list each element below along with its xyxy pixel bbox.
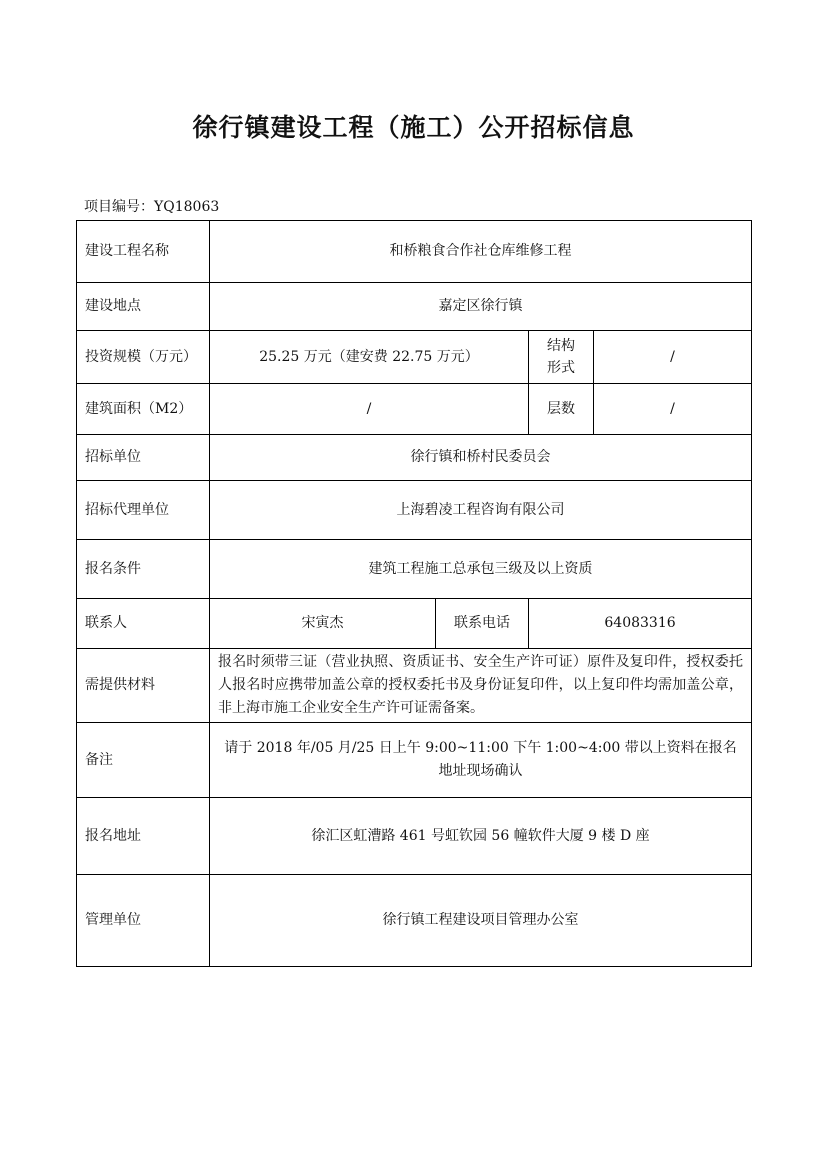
table-row (77, 331, 752, 384)
investment-value: 25.25 万元（建安费 22.75 万元） (210, 331, 529, 384)
phone-label: 联系电话 (436, 599, 529, 649)
remarks-value: 请于 2018 年/05 月/25 日上午 9:00~11:00 下午 1:00~4:00 带以上资料在报名地址现场确认 (210, 723, 752, 798)
management-label: 管理单位 (77, 875, 210, 967)
location-label: 建设地点 (77, 283, 210, 331)
tenderer-value: 徐行镇和桥村民委员会 (210, 435, 752, 481)
project-name-label: 建设工程名称 (77, 221, 210, 283)
reg-address-value: 徐汇区虹漕路 461 号虹钦园 56 幢软件大厦 9 楼 D 座 (210, 798, 752, 875)
table-row (77, 875, 752, 967)
table-row (77, 481, 752, 540)
reg-address-label: 报名地址 (77, 798, 210, 875)
structure-cell (529, 331, 752, 384)
location-value: 嘉定区徐行镇 (210, 283, 752, 331)
table-row (77, 649, 752, 723)
floors-label: 层数 (529, 384, 594, 434)
remarks-label: 备注 (77, 723, 210, 798)
phone-value: 64083316 (529, 599, 752, 649)
investment-label: 投资规模（万元） (77, 331, 210, 384)
management-value: 徐行镇工程建设项目管理办公室 (210, 875, 752, 967)
project-number: 项目编号：YQ18063 (84, 199, 220, 215)
area-value: / (210, 384, 529, 435)
tenderer-label: 招标单位 (77, 435, 210, 481)
table-row (77, 384, 752, 435)
floors-cell (529, 384, 752, 435)
structure-label-line1: 结构 (547, 338, 575, 354)
contact-value: 宋寅杰 (210, 599, 436, 649)
table-row (77, 283, 752, 331)
structure-label (529, 331, 594, 383)
agent-label: 招标代理单位 (77, 481, 210, 540)
conditions-value: 建筑工程施工总承包三级及以上资质 (210, 540, 752, 599)
contact-label: 联系人 (77, 599, 210, 649)
table-row (77, 540, 752, 599)
materials-value: 报名时须带三证（营业执照、资质证书、安全生产许可证）原件及复印件，授权委托人报名时应携带加盖公章的授权委托书及身份证复印件，以上复印件均需加盖公章，非上海市施工企业安全生产许可证需备案。 (210, 649, 752, 723)
area-label: 建筑面积（M2） (77, 384, 210, 435)
tender-info-table (76, 220, 752, 967)
table-row (77, 798, 752, 875)
project-name-value: 和桥粮食合作社仓库维修工程 (210, 221, 752, 283)
conditions-label: 报名条件 (77, 540, 210, 599)
table-row (77, 221, 752, 283)
floors-value: / (670, 400, 675, 417)
agent-value: 上海碧凌工程咨询有限公司 (210, 481, 752, 540)
structure-value: / (670, 348, 675, 365)
page-title: 徐行镇建设工程（施工）公开招标信息 (192, 113, 635, 142)
materials-label: 需提供材料 (77, 649, 210, 723)
table-row (77, 599, 752, 649)
table-row (77, 435, 752, 481)
structure-label-line2: 形式 (547, 360, 575, 376)
table-row (77, 723, 752, 798)
